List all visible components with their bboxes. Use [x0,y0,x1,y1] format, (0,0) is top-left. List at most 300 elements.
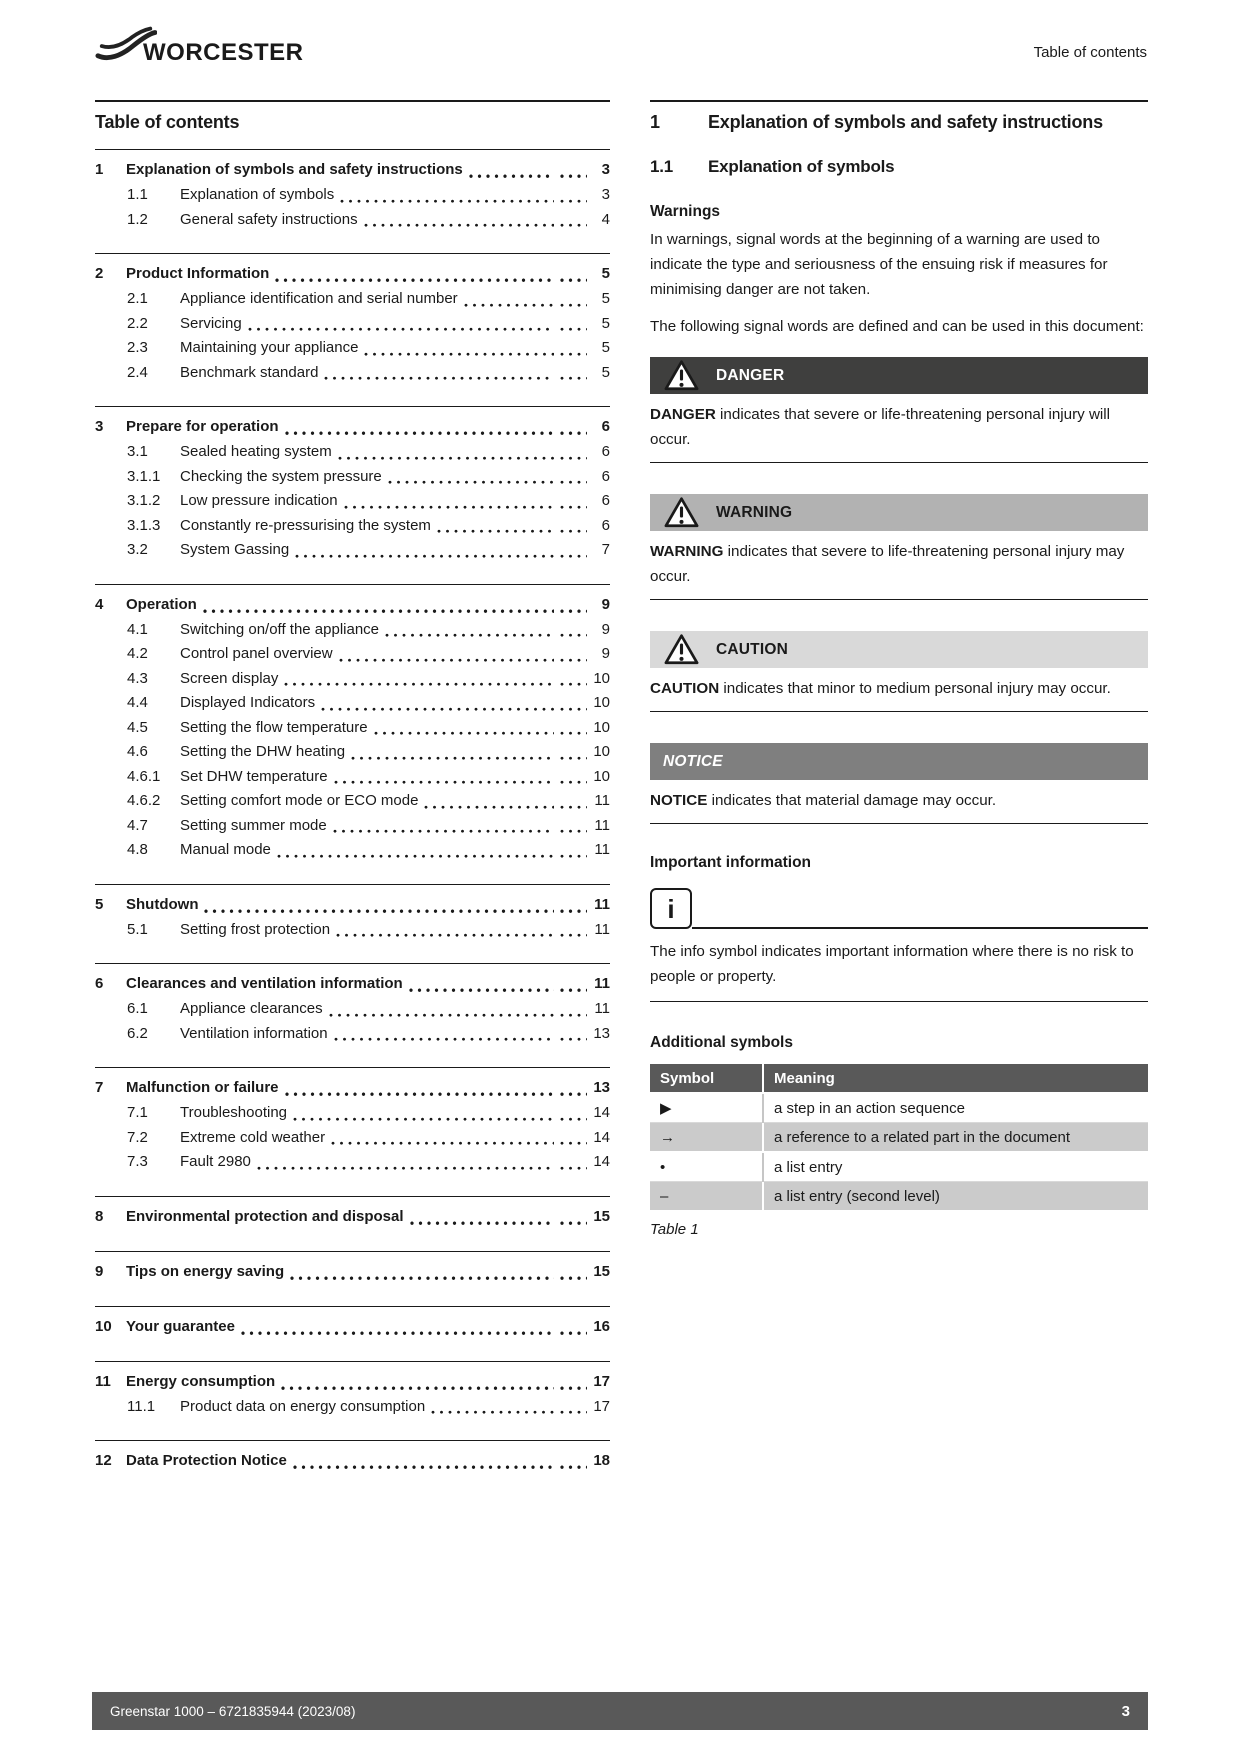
toc-subsection-number: 1.1 [127,186,148,203]
toc-subsection-page: 6 [601,516,610,534]
toc-section-row [95,260,610,287]
toc-subsection-page: 13 [593,1024,610,1042]
meaning-column-header: Meaning [763,1064,1148,1093]
table-caption: Table 1 [650,1221,699,1238]
dot-leader [385,633,554,642]
toc-subsection-number: 2.4 [127,363,148,381]
dot-leader [437,529,554,538]
toc-section-number: 12 [95,1452,112,1469]
signal-banner [650,357,1148,394]
toc-subsection-page: 3 [601,186,610,203]
signal-word-label: WARNING [716,503,793,521]
toc-subsection-row [95,361,610,386]
dot-leader [321,707,554,716]
toc-section-number: 6 [95,975,104,992]
toc-section-title: Malfunction or failure [126,1079,279,1096]
dot-leader [336,933,554,942]
dot-leader [329,1013,554,1022]
toc-subsection-row [95,208,610,233]
dot-leader [560,1166,587,1175]
dot-leader [285,1092,554,1101]
toc-group [95,1196,610,1239]
dot-leader [560,1276,587,1285]
dot-leader [334,1037,554,1046]
toc-subsection-number: 6.1 [127,1000,148,1017]
toc-section-number: 11 [95,1372,111,1390]
toc-subsection-number: 4.3 [127,669,148,687]
toc-section-row [95,891,610,918]
toc-subsection-row [95,789,610,814]
info-symbol-row [650,888,1148,929]
dot-leader [324,376,554,385]
toc-subsection-row [95,183,610,208]
toc-subsection-title: Explanation of symbols [180,186,335,203]
worcester-logo [95,26,304,70]
toc-subsection-number: 2.2 [127,314,148,332]
toc-group [95,406,610,572]
meaning-cell: a list entry (second level) [763,1182,1148,1212]
toc-subsection-title: Setting summer mode [180,816,327,834]
warnings-heading: Warnings [650,203,721,220]
toc-section-page: 11 [594,975,610,992]
toc-subsection-page: 5 [601,363,610,381]
info-rule [692,927,1148,929]
toc-subsection-title: Constantly re-pressurising the system [180,516,431,534]
symbol-cell: ▶ [660,1100,672,1117]
toc-section-row [95,156,610,183]
toc-subsection-page: 17 [593,1397,610,1415]
toc-subsection-page: 14 [593,1153,610,1170]
toc-subsection-title: Maintaining your appliance [180,339,359,356]
dot-leader [560,1331,587,1340]
toc-group [95,1067,610,1184]
dot-leader [560,278,587,287]
dot-leader [560,431,587,440]
signal-word-label: DANGER [716,366,785,384]
toc-section-page: 13 [593,1079,610,1096]
meaning-cell: a step in an action sequence [763,1093,1148,1123]
dot-leader [560,682,587,691]
dot-leader [410,1221,554,1230]
toc-subsection-number: 7.1 [127,1104,148,1121]
toc-section-number: 10 [95,1317,112,1335]
toc-subsection-row [95,618,610,643]
info-square-icon: i [650,888,692,929]
dot-leader [560,933,587,942]
dot-leader [560,854,587,863]
symbols-table-row [650,1123,1148,1153]
toc-subsection-page: 6 [601,443,610,460]
toc-section-title: Your guarantee [126,1317,235,1335]
toc-section-row [95,1074,610,1101]
toc-group [95,1251,610,1294]
toc-subsection-row [95,440,610,465]
toc-section-number: 5 [95,895,104,913]
toc-subsection-row [95,838,610,863]
toc-section-page: 17 [593,1372,610,1390]
section-number: 1 [650,112,660,132]
toc-subsection-row [95,1101,610,1126]
toc-subsection-title: Product data on energy consumption [180,1397,426,1415]
dot-leader [338,456,554,465]
symbols-table-row [650,1182,1148,1212]
dot-leader [560,199,587,208]
toc-subsection-row [95,642,610,667]
dot-leader [560,756,587,765]
toc-subsection-number: 7.2 [127,1128,148,1146]
symbols-table-header-row [650,1064,1148,1093]
dot-leader [275,278,554,287]
toc-subsection-number: 4.6 [127,743,148,760]
toc-subsection-page: 11 [594,816,610,834]
toc-group [95,1440,610,1483]
toc-subsection-title: Fault 2980 [180,1153,251,1170]
toc-subsection-row [95,1150,610,1175]
warnings-paragraph-2: The following signal words are defined and can be used in this document: [650,318,1144,335]
running-header: Table of contents [1033,44,1147,61]
toc-subsection-title: Setting the flow temperature [180,718,368,736]
toc-subsection-title: Appliance identification and serial number [180,290,458,307]
dot-leader [339,658,554,667]
dot-leader [560,731,587,740]
toc-subsection-title: General safety instructions [180,210,358,228]
toc-group [95,1361,610,1429]
toc-subsection-number: 4.5 [127,718,148,736]
dot-leader [560,1465,587,1474]
toc-subsection-title: Displayed Indicators [180,694,316,711]
footer-document-id: Greenstar 1000 – 6721835944 (2023/08) [110,1703,356,1719]
dot-leader [560,707,587,716]
toc-subsection-row [95,287,610,312]
toc-subsection-number: 6.2 [127,1024,148,1042]
toc-subsection-page: 5 [601,339,610,356]
toc-group [95,1306,610,1349]
toc-subsection-title: System Gassing [180,541,290,558]
dot-leader [203,609,554,618]
dot-leader [560,805,587,814]
toc-subsection-row [95,1022,610,1047]
toc-section-row [95,1258,610,1285]
divider-rule [650,711,1148,712]
toc-subsection-title: Setting comfort mode or ECO mode [180,792,419,809]
signal-word-blocks [650,357,1148,824]
toc-subsection-title: Ventilation information [180,1024,328,1042]
subsection-heading [650,157,1148,177]
toc-subsection-row [95,765,610,790]
toc-group [95,584,610,872]
toc-subsection-page: 10 [593,767,610,785]
toc-section-page: 3 [601,161,610,178]
toc-section-page: 6 [601,418,610,435]
toc-subsection-number: 1.2 [127,210,148,228]
dot-leader [560,1386,587,1395]
toc-subsection-title: Control panel overview [180,645,333,662]
toc-section-title: Explanation of symbols and safety instructions [126,161,463,178]
signal-banner [650,631,1148,668]
toc-subsection-number: 7.3 [127,1153,148,1170]
dot-leader [248,327,554,336]
divider-rule [650,599,1148,600]
toc-subsection-title: Switching on/off the appliance [180,620,380,638]
dot-leader [388,480,554,489]
toc-subsection-number: 4.2 [127,645,148,662]
dot-leader [364,352,554,361]
dot-leader [560,1117,587,1126]
toc-subsection-number: 3.1.3 [127,516,161,534]
signal-description: DANGER indicates that severe or life-threatening personal injury will occur. [650,406,1111,448]
toc-subsection-row [95,514,610,539]
toc-section-number: 1 [95,161,104,178]
dot-leader [331,1141,554,1150]
toc-section-page: 5 [601,265,610,282]
dot-leader [560,633,587,642]
toc-subsection-row [95,538,610,563]
divider-rule [650,462,1148,463]
toc-subsection-page: 9 [601,620,610,638]
toc-subsection-title: Set DHW temperature [180,767,328,785]
important-information-text: The info symbol indicates important information where there is no risk to people or property. [650,943,1134,985]
toc-subsection-number: 11.1 [127,1397,156,1415]
toc-subsection-number: 3.2 [127,541,148,558]
toc-subsection-number: 4.1 [127,620,148,638]
toc-subsection-row [95,667,610,692]
dot-leader [333,829,554,838]
dot-leader [560,376,587,385]
symbol-column-header: Symbol [650,1064,763,1093]
dot-leader [374,731,554,740]
symbols-table-row [650,1093,1148,1123]
toc-subsection-page: 7 [601,541,610,558]
toc-subsection-page: 6 [601,492,610,509]
toc-subsection-row [95,997,610,1022]
dot-leader [560,554,587,563]
toc-section-row [95,591,610,618]
signal-word-block [650,631,1148,712]
dot-leader [281,1386,554,1395]
toc-subsection-row [95,465,610,490]
toc-section-title: Energy consumption [126,1372,276,1390]
dot-leader [293,1465,554,1474]
toc-subsection-row [95,1126,610,1151]
signal-description: NOTICE indicates that material damage may occur. [650,792,997,809]
toc-subsection-number: 3.1 [127,443,148,460]
toc-section-title: Environmental protection and disposal [126,1207,404,1225]
toc-group [95,884,610,952]
dot-leader [257,1166,554,1175]
dot-leader [560,1092,587,1101]
dot-leader [560,1037,587,1046]
dot-leader [424,805,554,814]
toc-section-number: 2 [95,265,104,282]
toc-section-number: 4 [95,595,104,613]
signal-description: WARNING indicates that severe to life-threatening personal injury may occur. [650,543,1125,585]
additional-symbols-heading: Additional symbols [650,1034,793,1051]
subsection-title: Explanation of symbols [708,157,895,176]
toc-subsection-title: Sealed heating system [180,443,332,460]
toc-subsection-row [95,740,610,765]
toc-subsection-title: Extreme cold weather [180,1128,326,1146]
toc-subsection-title: Setting frost protection [180,920,331,938]
dot-leader [560,909,587,918]
dot-leader [560,456,587,465]
dot-leader [344,505,554,514]
toc-subsection-page: 5 [601,290,610,307]
toc-section-number: 9 [95,1262,104,1280]
toc-subsection-title: Setting the DHW heating [180,743,346,760]
toc-section-title: Data Protection Notice [126,1452,287,1469]
dot-leader [409,988,554,997]
toc-subsection-page: 11 [594,920,610,938]
toc-section-title: Product Information [126,265,270,282]
toc-subsection-page: 4 [601,210,610,228]
toc-subsection-page: 10 [593,743,610,760]
toc-subsection-row [95,1395,610,1420]
brand-wordmark: WORCESTER [143,39,304,66]
toc-group [95,149,610,241]
toc-subsection-title: Low pressure indication [180,492,338,509]
dot-leader [464,303,554,312]
toc-section-row [95,1368,610,1395]
toc-section-page: 18 [593,1452,610,1469]
toc-section-number: 7 [95,1079,104,1096]
dot-leader [340,199,554,208]
dot-leader [560,1221,587,1230]
toc-section-page: 15 [593,1262,610,1280]
dot-leader [469,174,554,183]
dot-leader [204,909,554,918]
toc-subsection-page: 11 [594,1000,610,1017]
toc-subsection-title: Benchmark standard [180,363,319,381]
toc-subsection-title: Appliance clearances [180,1000,323,1017]
toc-section-title: Clearances and ventilation information [126,975,403,992]
toc-section-page: 15 [593,1207,610,1225]
toc-column [95,100,610,1483]
dot-leader [560,829,587,838]
warnings-paragraph-1: In warnings, signal words at the beginning of a warning are used to indicate the type and seriousness of the ensuing risk if measures for minimising danger are not taken. [650,231,1108,298]
warning-triangle-icon [663,633,700,666]
dot-leader [560,303,587,312]
toc-subsection-page: 10 [593,669,610,687]
toc-subsection-page: 11 [594,841,610,858]
dot-leader [560,780,587,789]
toc-subsection-page: 6 [601,467,610,485]
section-heading [650,112,1148,133]
toc-group [95,253,610,394]
meaning-cell: a reference to a related part in the document [763,1123,1148,1153]
dot-leader [284,682,554,691]
dot-leader [364,223,554,232]
dot-leader [351,756,554,765]
toc-subsection-page: 5 [601,314,610,332]
toc-subsection-number: 4.8 [127,841,148,858]
content-column [650,100,1148,1238]
toc-subsection-page: 10 [593,694,610,711]
toc-section-title: Shutdown [126,895,199,913]
important-information-heading: Important information [650,854,812,871]
signal-word-block [650,494,1148,600]
footer-page-number: 3 [1121,1702,1130,1720]
dot-leader [560,480,587,489]
dot-leader [560,529,587,538]
toc-section-row [95,1447,610,1474]
toc-subsection-row [95,312,610,337]
toc-section-title: Prepare for operation [126,418,279,435]
signal-word-label: CAUTION [716,640,789,658]
toc-subsection-title: Manual mode [180,841,271,858]
toc-subsection-title: Checking the system pressure [180,467,382,485]
toc-section-page: 11 [594,895,610,913]
toc-section-row [95,1203,610,1230]
subsection-number: 1.1 [650,157,674,176]
dot-leader [334,780,554,789]
toc-section-page: 16 [593,1317,610,1335]
dot-leader [560,1013,587,1022]
toc-title: Table of contents [95,112,240,132]
toc-subsection-page: 14 [593,1128,610,1146]
dot-leader [241,1331,554,1340]
toc-section-title: Tips on energy saving [126,1262,285,1280]
toc-subsection-row [95,918,610,943]
toc-section-row [95,1313,610,1340]
toc-list [95,149,610,1483]
divider-rule [650,823,1148,824]
toc-section-row [95,413,610,440]
symbol-cell: • [660,1158,666,1176]
dot-leader [560,223,587,232]
dot-leader [560,1410,587,1419]
toc-subsection-title: Troubleshooting [180,1104,288,1121]
dot-leader [560,327,587,336]
dot-leader [560,658,587,667]
toc-subsection-row [95,691,610,716]
dot-leader [560,609,587,618]
dot-leader [295,554,554,563]
dot-leader [277,854,554,863]
divider-rule [650,1001,1148,1002]
symbol-cell: → [660,1128,675,1146]
signal-banner [650,743,1148,780]
toc-group [95,963,610,1055]
dot-leader [560,1141,587,1150]
toc-subsection-number: 5.1 [127,920,148,938]
dot-leader [285,431,554,440]
toc-section-number: 3 [95,418,104,435]
meaning-cell: a list entry [763,1152,1148,1182]
dot-leader [560,988,587,997]
dot-leader [431,1410,554,1419]
dot-leader [290,1276,554,1285]
signal-word-block [650,743,1148,824]
toc-subsection-row [95,336,610,361]
toc-subsection-number: 4.6.1 [127,767,161,785]
toc-subsection-title: Screen display [180,669,279,687]
signal-banner [650,494,1148,531]
dot-leader [560,352,587,361]
toc-subsection-page: 10 [593,718,610,736]
dot-leader [293,1117,554,1126]
symbol-cell: – [660,1187,669,1205]
toc-subsection-page: 9 [601,645,610,662]
toc-section-number: 8 [95,1207,104,1225]
signal-description: CAUTION indicates that minor to medium personal injury may occur. [650,680,1111,697]
toc-subsection-title: Servicing [180,314,242,332]
page-footer [92,1692,1148,1730]
toc-subsection-row [95,489,610,514]
dot-leader [560,174,587,183]
toc-subsection-page: 11 [594,792,610,809]
symbols-table [650,1064,1148,1212]
toc-subsection-number: 4.7 [127,816,148,834]
